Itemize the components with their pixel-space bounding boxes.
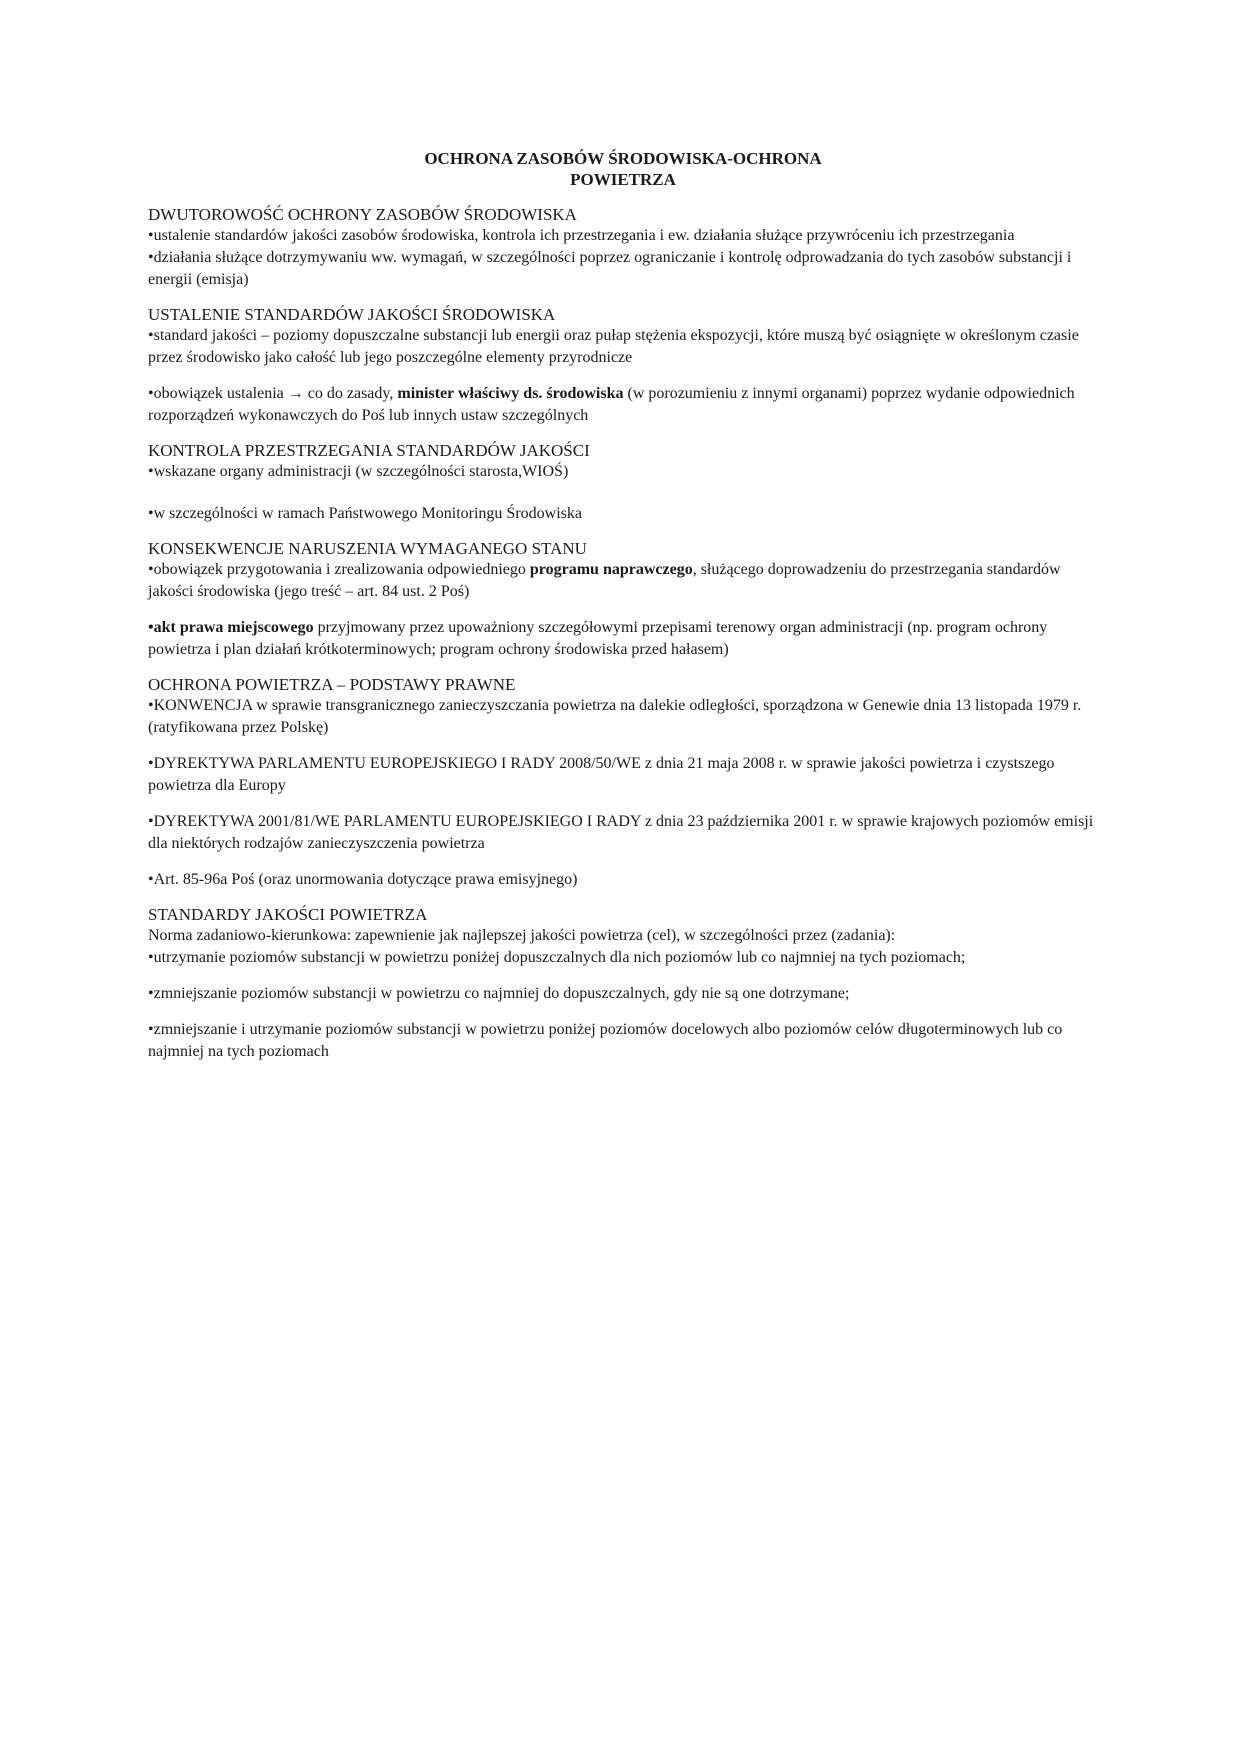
bold-text: •akt prawa miejscowego (148, 619, 314, 636)
section-compliance-control (148, 440, 1098, 525)
document-page (148, 148, 1098, 1076)
bullet-paragraph: •ustalenie standardów jakości zasobów środowiska, kontrola ich przestrzegania i ew. działania służące przywróceniu ich przestrzegania (148, 227, 1015, 244)
section-air-quality-standards (148, 904, 1098, 1063)
bullet-paragraph: •DYREKTYWA 2001/81/WE PARLAMENTU EUROPEJSKIEGO I RADY z dnia 23 października 2001 r. w sprawie krajowych poziomów emisji dla niektórych rodzajów zanieczyszczenia powietrza (148, 813, 1094, 852)
bullet-paragraph: •utrzymanie poziomów substancji w powietrzu poniżej dopuszczalnych dla nich poziomów lub co najmniej na tych poziomach; (148, 949, 966, 966)
title-line-2: POWIETRZA (570, 170, 676, 189)
bold-text: minister właściwy ds. środowiska (397, 385, 624, 402)
bullet-paragraph: •w szczególności w ramach Państwowego Monitoringu Środowiska (148, 505, 582, 522)
section-violation-consequences (148, 538, 1098, 661)
bullet-paragraph: •Art. 85-96a Poś (oraz unormowania dotyczące prawa emisyjnego) (148, 871, 578, 888)
bullet-paragraph: •standard jakości – poziomy dopuszczalne substancji lub energii oraz pułap stężenia ekspozycji, które muszą być osiągnięte w określonym czasie przez środowisko jako całość lub jego poszczególne elementy przyrodnicze (148, 327, 1079, 366)
bullet-paragraph: •zmniejszanie poziomów substancji w powietrzu co najmniej do dopuszczalnych, gdy nie są one dotrzymane; (148, 985, 850, 1002)
section-heading: KONTROLA PRZESTRZEGANIA STANDARDÓW JAKOŚCI (148, 441, 590, 460)
section-legal-basis (148, 674, 1098, 891)
bullet-paragraph: •działania służące dotrzymywaniu ww. wymagań, w szczególności poprzez ograniczanie i kontrolę odprowadzania do tych zasobów substancji i energii (emisja) (148, 249, 1072, 288)
bullet-paragraph: •DYREKTYWA PARLAMENTU EUROPEJSKIEGO I RADY 2008/50/WE z dnia 21 maja 2008 r. w sprawie jakości powietrza i czystszego powietrza dla Europy (148, 755, 1055, 794)
bullet-paragraph (148, 617, 1098, 661)
text-run: (w porozumieniu z innymi organami) poprzez wydanie odpowiednich rozporządzeń wykonawczych do Poś lub innych ustaw szczególnych (148, 385, 1075, 424)
section-heading: OCHRONA POWIETRZA – PODSTAWY PRAWNE (148, 675, 516, 694)
text-run: •obowiązek przygotowania i zrealizowania odpowiedniego (148, 561, 530, 578)
section-heading: DWUTOROWOŚĆ OCHRONY ZASOBÓW ŚRODOWISKA (148, 205, 577, 224)
section-dual-protection (148, 204, 1098, 291)
text-run: •obowiązek ustalenia → co do zasady, (148, 385, 398, 402)
bullet-paragraph (148, 559, 1098, 603)
bullet-paragraph: •wskazane organy administracji (w szczególności starosta,WIOŚ) (148, 463, 569, 480)
bullet-paragraph: •zmniejszanie i utrzymanie poziomów substancji w powietrzu poniżej poziomów docelowych albo poziomów celów długoterminowych lub co najmniej na tych poziomach (148, 1021, 1063, 1060)
norm-paragraph: Norma zadaniowo-kierunkowa: zapewnienie jak najlepszej jakości powietrza (cel), w szczególności przez (zadania): (148, 927, 896, 944)
section-heading: KONSEKWENCJE NARUSZENIA WYMAGANEGO STANU (148, 539, 587, 558)
bullet-paragraph (148, 383, 1098, 427)
document-title (148, 148, 1098, 190)
section-heading: STANDARDY JAKOŚCI POWIETRZA (148, 905, 428, 924)
text-run: , służącego doprowadzeniu do przestrzegania standardów jakości środowiska (jego treść – art. 84 ust. 2 Poś) (148, 561, 1061, 600)
text-run: przyjmowany przez upoważniony szczegółowymi przepisami terenowy organ administracji (np. program ochrony powietrza i plan działań krótkoterminowych; program ochrony środowiska przed hałasem) (148, 619, 1048, 658)
section-quality-standards (148, 304, 1098, 427)
bullet-paragraph: •KONWENCJA w sprawie transgranicznego zanieczyszczania powietrza na dalekie odległości, sporządzona w Genewie dnia 13 listopada 1979 r. (ratyfikowana przez Polskę) (148, 697, 1082, 736)
title-line-1: OCHRONA ZASOBÓW ŚRODOWISKA-OCHRONA (424, 149, 822, 168)
section-heading: USTALENIE STANDARDÓW JAKOŚCI ŚRODOWISKA (148, 305, 556, 324)
bold-text: programu naprawczego (529, 561, 693, 578)
